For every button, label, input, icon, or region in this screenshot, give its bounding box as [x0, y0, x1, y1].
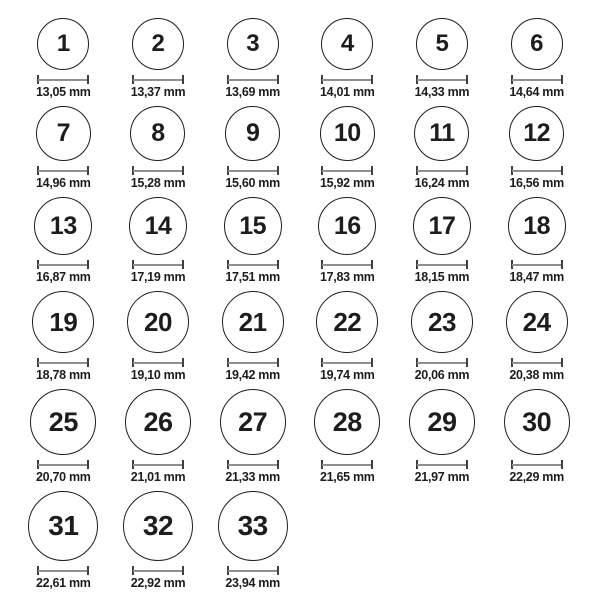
ring-size-number: 9 [245, 119, 260, 147]
diameter-label: 19,42 mm [225, 368, 280, 382]
ring-size-cell [489, 106, 584, 191]
dimension-tick-right-icon [277, 358, 279, 367]
dimension-tick-right-icon [277, 460, 279, 469]
diameter-label: 22,92 mm [130, 576, 186, 590]
dimension-tick-right-icon [561, 260, 563, 269]
diameter-label: 17,51 mm [225, 270, 280, 284]
ring-size-number: 20 [144, 307, 172, 337]
ring-size-number: 2 [151, 30, 165, 57]
ring-size-number: 3 [246, 30, 260, 57]
dimension-tick-right-icon [87, 460, 89, 469]
ring-size-row [16, 389, 584, 485]
ring-circle [123, 491, 193, 561]
ring-circle [36, 106, 91, 161]
ring-size-cell [16, 197, 111, 285]
ring-circle [414, 106, 469, 161]
ring-circle [28, 491, 98, 561]
ring-size-row [16, 106, 584, 191]
ring-size-cell [205, 18, 300, 100]
dimension-bar [512, 79, 562, 81]
dimension-tick-right-icon [371, 460, 373, 469]
ring-size-cell [489, 291, 584, 383]
diameter-dimension-line [511, 358, 563, 367]
dimension-bar [512, 464, 562, 466]
ring-size-cell [489, 389, 584, 485]
ring-size-cell [205, 291, 300, 383]
ring-size-cell [489, 197, 584, 285]
ring-size-number: 32 [142, 510, 174, 541]
ring-circle [130, 106, 185, 161]
dimension-tick-right-icon [182, 75, 184, 84]
dimension-tick-right-icon [182, 260, 184, 269]
diameter-dimension-line [37, 260, 89, 269]
ring-size-number: 15 [239, 211, 267, 240]
diameter-dimension-line [37, 75, 89, 84]
diameter-label: 23,94 mm [225, 576, 280, 590]
dimension-bar [133, 362, 183, 364]
ring-size-number: 5 [435, 30, 449, 57]
ring-circle [132, 18, 184, 70]
diameter-dimension-line [132, 358, 184, 367]
ring-size-cell [300, 106, 395, 191]
ring-size-cell [300, 389, 395, 485]
ring-size-cell [205, 106, 300, 191]
ring-size-number: 7 [56, 119, 71, 147]
ring-size-cell [111, 197, 206, 285]
dimension-tick-right-icon [182, 358, 184, 367]
ring-circle [34, 197, 92, 255]
ring-circle [220, 389, 286, 455]
dimension-bar [38, 362, 88, 364]
ring-size-cell [16, 106, 111, 191]
diameter-dimension-line [227, 75, 279, 84]
dimension-bar [417, 362, 467, 364]
diameter-dimension-line [132, 75, 184, 84]
diameter-dimension-line [227, 460, 279, 469]
dimension-tick-right-icon [371, 358, 373, 367]
diameter-label: 18,47 mm [509, 270, 564, 284]
ring-circle [314, 389, 380, 455]
ring-size-cell [300, 18, 395, 100]
diameter-label: 21,97 mm [414, 470, 470, 484]
dimension-bar [512, 264, 562, 266]
diameter-dimension-line [321, 260, 373, 269]
diameter-label: 14,64 mm [509, 85, 564, 99]
diameter-label: 15,92 mm [320, 176, 375, 190]
ring-circle [125, 389, 191, 455]
diameter-dimension-line [321, 75, 373, 84]
diameter-dimension-line [37, 358, 89, 367]
ring-size-number: 4 [340, 30, 354, 57]
diameter-dimension-line [416, 260, 468, 269]
dimension-tick-right-icon [87, 260, 89, 269]
diameter-dimension-line [227, 566, 279, 575]
diameter-label: 16,87 mm [36, 270, 91, 284]
ring-size-cell [395, 106, 490, 191]
ring-circle [37, 18, 89, 70]
diameter-dimension-line [511, 166, 563, 175]
diameter-dimension-line [37, 166, 89, 175]
ring-circle [508, 197, 566, 255]
ring-size-cell [205, 389, 300, 485]
ring-circle [409, 389, 475, 455]
dimension-bar [228, 79, 278, 81]
diameter-label: 21,33 mm [225, 470, 280, 484]
diameter-label: 20,70 mm [36, 470, 91, 484]
diameter-dimension-line [511, 460, 563, 469]
diameter-dimension-line [321, 358, 373, 367]
dimension-tick-right-icon [87, 75, 89, 84]
ring-size-number: 23 [427, 307, 456, 337]
diameter-label: 15,28 mm [130, 176, 186, 190]
diameter-label: 17,83 mm [320, 270, 375, 284]
dimension-tick-right-icon [466, 166, 468, 175]
diameter-label: 15,60 mm [225, 176, 280, 190]
dimension-tick-right-icon [182, 166, 184, 175]
dimension-bar [417, 264, 467, 266]
ring-circle [511, 18, 563, 70]
diameter-label: 13,37 mm [130, 85, 186, 99]
ring-size-number: 13 [49, 211, 77, 240]
dimension-bar [38, 79, 88, 81]
ring-size-cell [16, 291, 111, 383]
diameter-dimension-line [227, 260, 279, 269]
ring-size-number: 10 [333, 119, 361, 147]
ring-size-row [16, 197, 584, 285]
ring-circle [506, 291, 568, 353]
ring-size-number: 16 [333, 211, 361, 240]
diameter-dimension-line [227, 166, 279, 175]
diameter-label: 22,29 mm [509, 470, 564, 484]
ring-size-number: 31 [48, 510, 79, 541]
diameter-label: 16,56 mm [509, 176, 564, 190]
ring-size-cell [111, 491, 206, 591]
ring-circle [225, 106, 280, 161]
ring-circle [416, 18, 468, 70]
ring-circle [321, 18, 373, 70]
ring-circle [224, 197, 282, 255]
dimension-tick-right-icon [561, 358, 563, 367]
diameter-label: 19,10 mm [130, 368, 186, 382]
diameter-label: 21,01 mm [130, 470, 186, 484]
ring-circle [127, 291, 189, 353]
ring-size-cell [111, 291, 206, 383]
dimension-bar [228, 264, 278, 266]
dimension-bar [228, 362, 278, 364]
diameter-label: 13,69 mm [225, 85, 280, 99]
ring-size-cell [395, 389, 490, 485]
dimension-tick-right-icon [277, 75, 279, 84]
diameter-dimension-line [132, 460, 184, 469]
ring-size-number: 12 [523, 119, 551, 147]
ring-size-number: 14 [144, 211, 172, 240]
ring-size-cell [395, 197, 490, 285]
ring-size-cell [489, 18, 584, 100]
diameter-dimension-line [321, 166, 373, 175]
diameter-dimension-line [227, 358, 279, 367]
dimension-bar [322, 464, 372, 466]
dimension-bar [417, 79, 467, 81]
diameter-label: 20,06 mm [414, 368, 470, 382]
ring-size-row [16, 291, 584, 383]
ring-size-number: 18 [523, 211, 551, 240]
ring-circle [218, 491, 288, 561]
diameter-label: 21,65 mm [320, 470, 375, 484]
diameter-dimension-line [511, 260, 563, 269]
ring-size-number: 6 [530, 30, 544, 57]
dimension-bar [417, 464, 467, 466]
ring-circle [411, 291, 473, 353]
diameter-dimension-line [132, 260, 184, 269]
ring-size-row [16, 18, 584, 100]
ring-circle [413, 197, 471, 255]
ring-circle [320, 106, 375, 161]
dimension-tick-right-icon [466, 358, 468, 367]
dimension-tick-right-icon [561, 460, 563, 469]
ring-size-row [16, 491, 584, 591]
dimension-bar [322, 79, 372, 81]
diameter-dimension-line [416, 166, 468, 175]
dimension-tick-right-icon [561, 166, 563, 175]
dimension-tick-right-icon [371, 166, 373, 175]
diameter-label: 19,74 mm [320, 368, 375, 382]
ring-size-number: 17 [428, 211, 456, 240]
dimension-tick-right-icon [561, 75, 563, 84]
ring-size-number: 1 [56, 30, 70, 57]
dimension-bar [38, 170, 88, 172]
diameter-label: 13,05 mm [36, 85, 91, 99]
diameter-dimension-line [132, 566, 184, 575]
diameter-dimension-line [321, 460, 373, 469]
diameter-dimension-line [37, 460, 89, 469]
ring-size-number: 8 [151, 119, 165, 147]
dimension-bar [512, 362, 562, 364]
dimension-bar [322, 264, 372, 266]
ring-size-cell [395, 291, 490, 383]
dimension-tick-right-icon [466, 460, 468, 469]
dimension-bar [38, 264, 88, 266]
ring-size-number: 22 [333, 307, 362, 337]
ring-size-cell [16, 389, 111, 485]
ring-size-number: 33 [237, 510, 268, 541]
ring-size-number: 24 [522, 307, 551, 337]
dimension-tick-right-icon [87, 358, 89, 367]
diameter-dimension-line [132, 166, 184, 175]
dimension-bar [228, 464, 278, 466]
dimension-bar [133, 79, 183, 81]
diameter-label: 14,33 mm [414, 85, 470, 99]
diameter-label: 17,19 mm [130, 270, 186, 284]
diameter-label: 22,61 mm [36, 576, 91, 590]
ring-size-cell [111, 18, 206, 100]
dimension-tick-right-icon [371, 260, 373, 269]
ring-circle [504, 389, 570, 455]
diameter-dimension-line [37, 566, 89, 575]
dimension-bar [417, 170, 467, 172]
ring-size-cell [205, 491, 300, 591]
ring-size-cell [111, 389, 206, 485]
ring-size-cell [300, 291, 395, 383]
dimension-bar [228, 570, 278, 572]
ring-size-number: 26 [143, 406, 173, 437]
ring-circle [227, 18, 279, 70]
ring-size-number: 29 [427, 406, 457, 437]
ring-circle [32, 291, 94, 353]
dimension-bar [133, 464, 183, 466]
ring-circle [316, 291, 378, 353]
ring-circle [30, 389, 96, 455]
dimension-bar [512, 170, 562, 172]
diameter-label: 18,78 mm [36, 368, 91, 382]
diameter-dimension-line [416, 75, 468, 84]
diameter-dimension-line [511, 75, 563, 84]
ring-size-cell [300, 197, 395, 285]
dimension-bar [133, 264, 183, 266]
ring-size-number: 19 [49, 307, 78, 337]
ring-size-number: 11 [429, 119, 455, 147]
ring-size-cell [205, 197, 300, 285]
ring-circle [509, 106, 564, 161]
diameter-label: 14,96 mm [36, 176, 91, 190]
dimension-tick-right-icon [277, 566, 279, 575]
ring-size-cell [111, 106, 206, 191]
dimension-tick-right-icon [277, 260, 279, 269]
dimension-bar [38, 570, 88, 572]
ring-circle [222, 291, 284, 353]
diameter-label: 14,01 mm [320, 85, 375, 99]
dimension-tick-right-icon [371, 75, 373, 84]
dimension-bar [133, 570, 183, 572]
diameter-label: 16,24 mm [414, 176, 470, 190]
ring-size-number: 28 [332, 406, 362, 437]
dimension-tick-right-icon [466, 260, 468, 269]
dimension-tick-right-icon [466, 75, 468, 84]
dimension-bar [38, 464, 88, 466]
ring-size-number: 25 [48, 406, 78, 437]
dimension-bar [322, 362, 372, 364]
dimension-tick-right-icon [182, 566, 184, 575]
ring-size-cell [16, 491, 111, 591]
dimension-tick-right-icon [87, 566, 89, 575]
ring-circle [129, 197, 187, 255]
ring-size-cell [16, 18, 111, 100]
diameter-dimension-line [416, 358, 468, 367]
dimension-tick-right-icon [87, 166, 89, 175]
ring-size-number: 21 [238, 307, 267, 337]
dimension-tick-right-icon [182, 460, 184, 469]
diameter-dimension-line [416, 460, 468, 469]
diameter-label: 18,15 mm [414, 270, 470, 284]
ring-size-cell [395, 18, 490, 100]
dimension-bar [133, 170, 183, 172]
ring-circle [318, 197, 376, 255]
dimension-bar [322, 170, 372, 172]
ring-size-number: 30 [522, 406, 552, 437]
dimension-bar [228, 170, 278, 172]
ring-size-number: 27 [238, 406, 268, 437]
diameter-label: 20,38 mm [509, 368, 564, 382]
dimension-tick-right-icon [277, 166, 279, 175]
